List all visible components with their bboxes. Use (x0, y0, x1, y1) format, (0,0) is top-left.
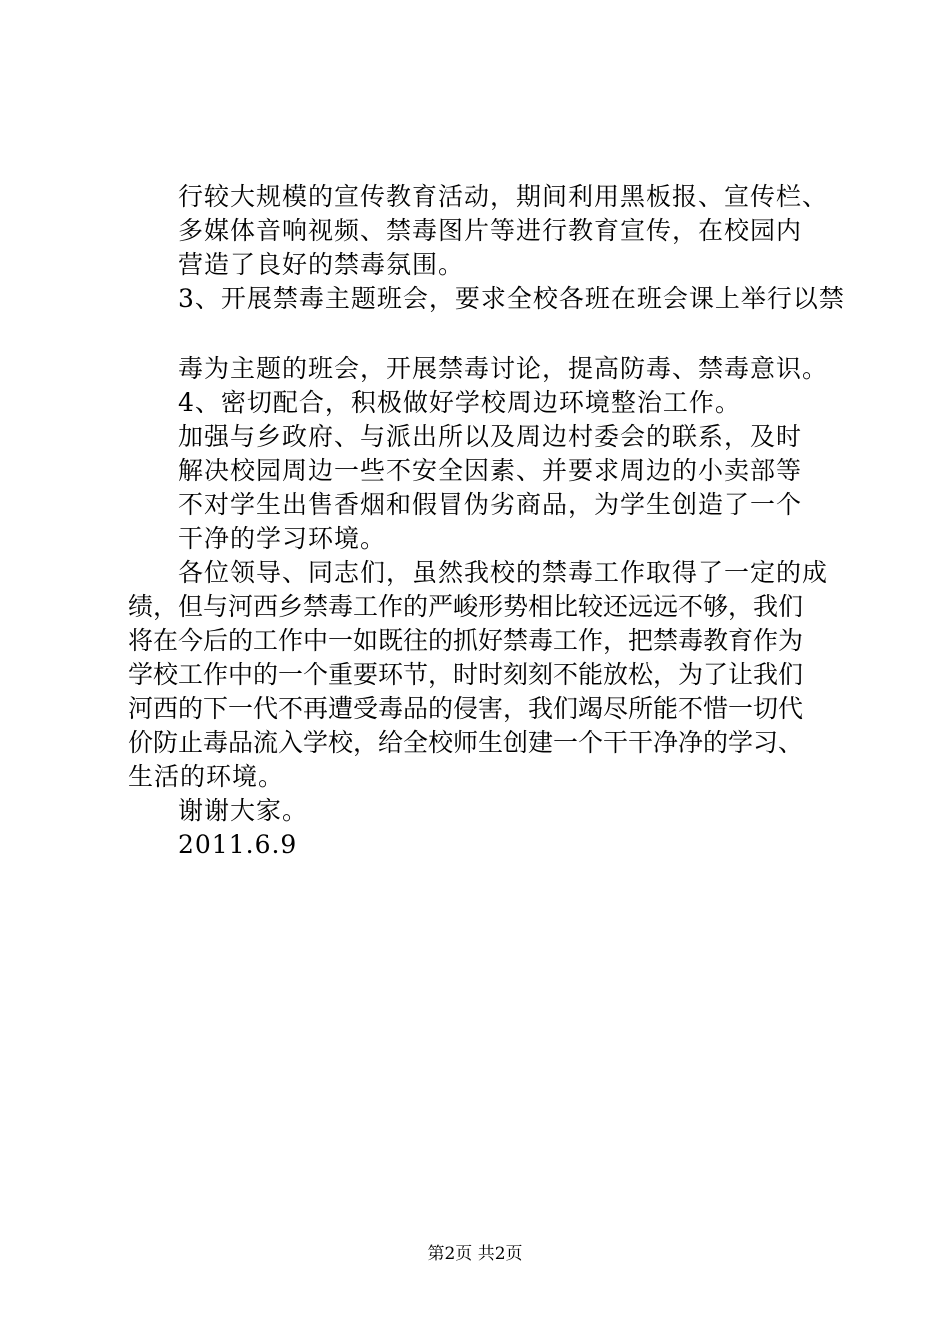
paragraph-line: 不对学生出售香烟和假冒伪劣商品，为学生创造了一个 (178, 490, 803, 519)
paragraph-line: 解决校园周边一些不安全因素、并要求周边的小卖部等 (178, 456, 803, 485)
paragraph-line: 河西的下一代不再遭受毒品的侵害，我们竭尽所能不惜一切代 (128, 694, 804, 723)
paragraph-line: 学校工作中的一个重要环节，时时刻刻不能放松，为了让我们 (128, 660, 804, 689)
paragraph-line: 3、开展禁毒主题班会，要求全校各班在班会课上举行以禁 (178, 284, 845, 313)
paragraph-line: 营造了良好的禁毒氛围。 (178, 250, 465, 279)
paragraph-line: 干净的学习环境。 (178, 524, 387, 553)
paragraph-line: 多媒体音响视频、禁毒图片等进行教育宣传，在校园内 (178, 216, 803, 245)
paragraph-line: 4、密切配合，积极做好学校周边环境整治工作。 (178, 388, 741, 417)
closing-thanks: 谢谢大家。 (178, 796, 309, 825)
paragraph-line: 行较大规模的宣传教育活动，期间利用黑板报、宣传栏、 (178, 182, 829, 211)
paragraph-line: 价防止毒品流入学校，给全校师生创建一个干干净净的学习、 (128, 728, 804, 757)
paragraph-line: 毒为主题的班会，开展禁毒讨论，提高防毒、禁毒意识。 (178, 354, 829, 383)
page-number-footer: 第2页 共2页 (427, 1244, 523, 1264)
paragraph-line: 生活的环境。 (128, 762, 285, 791)
paragraph-line: 绩，但与河西乡禁毒工作的严峻形势相比较还远远不够，我们 (128, 592, 804, 621)
paragraph-line: 各位领导、同志们，虽然我校的禁毒工作取得了一定的成 (178, 558, 829, 587)
paragraph-line: 加强与乡政府、与派出所以及周边村委会的联系，及时 (178, 422, 803, 451)
paragraph-line: 将在今后的工作中一如既往的抓好禁毒工作，把禁毒教育作为 (128, 626, 804, 655)
document-date: 2011.6.9 (178, 830, 298, 859)
